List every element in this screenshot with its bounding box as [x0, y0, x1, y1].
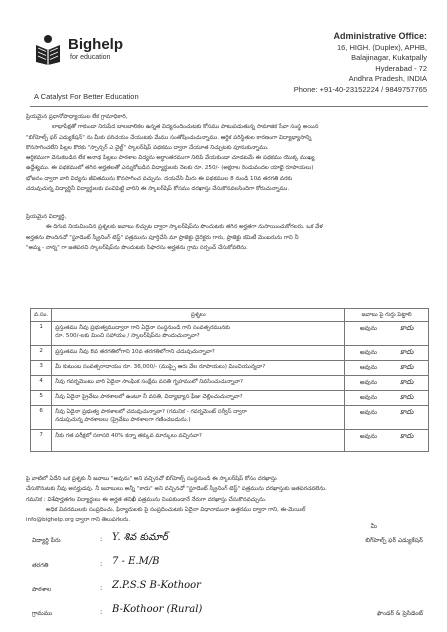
label-village: గ్రామము — [32, 610, 53, 617]
value-school[interactable]: Z.P.S.S B-Kothoor — [112, 580, 201, 591]
brand-subtitle: for education — [70, 54, 111, 61]
row-question — [52, 376, 345, 391]
value-student-name[interactable]: Y. శివ కుమార్ — [112, 532, 168, 543]
question-line: ప్రస్తుతము నీవు 8వ తరగతిలోగాని 10వ తరగతిలోగాని చదువుచున్నావా? — [55, 349, 215, 355]
field-colon: : — [100, 584, 103, 592]
field-colon: : — [100, 608, 103, 616]
signoff-founder: ఫౌండర్ & ప్రెసిడెంట్ — [376, 610, 423, 617]
text-line: గమనిక : విశేషార్హతగల విద్యార్థులు ఈ అర్హత తనిఖీ పత్రమును నింపకుండానే నేరుగా దరఖాస్తు చేసుకొనవచ్చును. — [26, 496, 267, 503]
row-question — [52, 391, 345, 406]
text-line: భోజనం ద్వారా వారి విద్యను జీవితమును కొనసాగించ వచ్చును. దయచేసి మీరు ఈ పథకముల 8 నుండి 10వ తరగతి వరకు — [26, 175, 293, 182]
office-line: Hyderabad - 72 — [375, 63, 427, 73]
answer-yes[interactable]: అవును — [359, 349, 377, 356]
text-line: ఆర్థికముగా వెనుకబడిన లేక అనాథ పిల్లలు పాఠశాల విద్యను అర్ధాంతరముగా నిలిపి వేయకుండా చూడటమే ఈ పథకము యొక్క ముఖ్య — [26, 155, 315, 162]
tagline: A Catalyst For Better Education — [34, 92, 139, 101]
answer-yes[interactable]: అవును — [359, 433, 377, 440]
question-line: ప్రస్తుతము నీవు ప్రభుత్వముద్వారా గాని ఏదైనా సంస్థనుండి గాని సంవత్సరమునకు — [55, 325, 231, 331]
text-line: ఉద్దేశ్యము. ఈ పథకములో తగిన అర్హతలతో ఎన్నుకోబడిన విద్యార్థులకు నెలకు రూ. 250/- (అక్షరాల రెండువందల యాభై రూపాయలు) — [26, 165, 314, 172]
text-line: ఈ దిగువ నియమించిన ప్రశ్నలకు జవాబు లిచ్చుట ద్వారా స్కాలర్‌షిప్‌ను పొందుటకు తగిన అర్హతగా నుసాయించుకోగలరు. ఒక వేళ — [46, 224, 323, 231]
row-number: 6 — [31, 406, 52, 430]
table-row — [31, 406, 429, 430]
text-line: ప్రియమైన ప్రధానోపాధ్యాయుల లేక గ్రామాధికారి, — [26, 114, 128, 120]
row-answer[interactable] — [345, 391, 429, 406]
row-answer[interactable] — [345, 430, 429, 452]
office-address — [257, 31, 427, 95]
row-question — [52, 406, 345, 430]
table-row — [31, 322, 429, 346]
text-line: అర్హతను పొందినచో "స్టూడెంట్ స్క్రీనింగ్ టెస్ట్" పత్రమును పూర్తిచేసి మా ప్రాజెక్టు డైరెక్టరు గారు, ప్రాజెక్టు కమిటీ మెంబరును గాని నీ — [26, 234, 299, 241]
question-line: రూ. 500/-లకు మించి సహాయం / స్కాలర్‌షిప్‌ను పొందుచున్నావా? — [55, 333, 200, 339]
answer-marked[interactable]: కాదు — [400, 408, 414, 416]
table-row — [31, 391, 429, 406]
signoff-yours: మీ — [370, 523, 377, 530]
question-line: నడుపుచున్న పాఠశాలలు (ప్రైవేటు పాఠశాలగా గణించబడును.) — [55, 417, 191, 423]
value-class[interactable]: 7 - E.M/B — [112, 556, 160, 567]
answer-marked[interactable]: కాదు — [400, 378, 414, 386]
field-colon: : — [100, 560, 103, 568]
answer-marked[interactable]: కాదు — [400, 348, 414, 356]
value-village[interactable]: B-Kothoor (Rural) — [112, 604, 203, 615]
row-answer[interactable] — [345, 322, 429, 346]
row-answer[interactable] — [345, 361, 429, 376]
row-number: 1 — [31, 322, 52, 346]
text-line: పై వాటిలో ఏదేని ఒక ప్రశ్నకు నీ జవాబు "అవును" అని వచ్చినచో బిగ్‌హెల్ప్ సంస్థనుండి ఈ స్కాలర్‌షిప్ కోసం దరఖాస్తు — [26, 476, 277, 482]
answer-yes[interactable]: ఆవును — [359, 364, 377, 371]
text-line: లాభాపేక్షతో గాకుండా నిరుపేద బాలబాలికల ఉన్నత విద్యనందించుటకు కోసము పాటుపడుతున్న సామాజిక సేవా సంస్థ అయిన — [52, 124, 319, 131]
text-line: ప్రియమైన విద్యార్థి, — [26, 214, 67, 220]
row-question — [52, 322, 345, 346]
answer-marked[interactable]: కాదు — [400, 432, 414, 440]
text-line: "బిగ్‌హెల్ప్ ఫర్ ఎడ్యుకేషన్" ను మీకు పరిచయం చేయుటకు మేము సంతోషించుచున్నాము. ఆర్థిక పరిస్థితుల కారణంగా విద్యాభ్యాసాన్ని — [26, 134, 312, 141]
bighelp-logo-icon — [34, 33, 62, 65]
closing-paragraph — [26, 474, 426, 525]
header-divider — [30, 106, 428, 107]
table-row — [31, 361, 429, 376]
office-line: Balajinagar, Kukatpally — [351, 53, 427, 62]
table-row — [31, 346, 429, 361]
eligibility-table — [30, 308, 429, 452]
row-number: 2 — [31, 346, 52, 361]
table-row — [31, 376, 429, 391]
signoff-org: బిగ్‌హెల్ప్ ఫర్ ఎడ్యుకేషన్ — [365, 537, 423, 544]
text-line: "అమ్మ - నాన్న" గా జతపరచి స్కాలర్‌షిప్‌ను పొందుటకు సిఫారసు అర్హతను గ్రామ సర్పంచ్ చేసుకోవలెను. — [26, 244, 248, 251]
row-answer[interactable] — [345, 406, 429, 430]
answer-yes[interactable]: అవును — [359, 394, 377, 401]
question-line: నీవు ఏదైనా ప్రభుత్వ పాఠశాలలో చదువుచున్నావా? (గమనిక - గవర్నమెంట్ సర్వీస్ ద్వారా — [55, 409, 247, 415]
intro-paragraph — [26, 112, 426, 194]
label-school: పాఠశాల — [32, 586, 52, 593]
office-title: Administrative Office: — [333, 31, 427, 41]
text-line: కొనసాగించలేని పిల్లల కొరకు "స్పాన్సర్ ఎ చైల్డ్" స్కాలర్‌షిప్ పథకము ద్వారా చేయూత నిచ్చుటకు పూనుకున్నాము. — [26, 144, 269, 151]
answer-yes[interactable]: అవును — [359, 379, 377, 386]
row-number: 7 — [31, 430, 52, 452]
row-question — [52, 430, 345, 452]
question-line: నీకు గత పరీక్షలో సరాసరి 40% కన్నా తక్కువ మార్కులు వచ్చినవా? — [55, 433, 202, 439]
row-number: 5 — [31, 391, 52, 406]
table-header-row — [31, 309, 429, 322]
label-student-name: విద్యార్థి పేరు — [32, 537, 61, 544]
label-class: తరగతి — [32, 562, 49, 569]
question-line: నీవు ఏదైనా ప్రైవేటు పాఠశాలలో ఉంటూ నీ వసతి, విద్యాభ్యాస ఫీజు చెల్లించుచున్నావా? — [55, 394, 243, 400]
row-question — [52, 361, 345, 376]
row-number: 3 — [31, 361, 52, 376]
field-colon: : — [100, 535, 103, 543]
text-line: చేసుకొనుటకు నీవు అనర్హుడవు. నీ జవాబులు అన్నీ "కాదు" అని వచ్చినచో "స్టూడెంట్ స్క్రీనింగ్ టెస్ట్" పత్రమును దరఖాస్తుకు జతపరచవలెను. — [26, 486, 327, 493]
text-line: అధిక వివరములకు సంప్రదించు, ఫిర్యాదులకు పై సంప్రదించుటకు ఏదైనా విధానామునా ఉత్తరము ద్వారా గాని, ఈ-మెయిల్ — [46, 506, 306, 513]
answer-marked[interactable]: కాదు — [400, 324, 414, 332]
answer-marked[interactable]: కాదు — [400, 393, 414, 401]
office-phone: Phone: +91-40-23152224 / 9849757765 — [293, 84, 427, 94]
text-line: info@bighelp.org ద్వారా గాని తెలుపగలరు. — [26, 517, 131, 524]
office-line: Andhra Pradesh, INDIA — [348, 74, 427, 83]
col-header-number: వ.సం. — [31, 309, 52, 322]
table-row — [31, 430, 429, 452]
question-line: మీ కుటుంబ సంవత్సరాదాయం రూ. 36,000/- (ముప్పై ఆరు వేల రూపాయలు) మించియున్నదా? — [55, 364, 266, 370]
brand-name: Bighelp — [68, 36, 123, 53]
row-number: 4 — [31, 376, 52, 391]
col-header-answer: జవాబు పై గుర్తు పెట్టాలి — [345, 309, 429, 322]
row-question — [52, 346, 345, 361]
row-answer[interactable] — [345, 376, 429, 391]
question-line: నీవు గవర్నమెంటు వారి ఏదైనా సాంఘిక సంక్షేమ వసతి గృహములో నివసించుచున్నావా? — [55, 379, 243, 385]
col-header-questions: ప్రశ్నలు — [52, 309, 345, 322]
text-line: చదువుచున్న విద్యార్థినీ విద్యార్థులకు పంచిపెట్టి వారిని ఈ స్కాలర్‌షిప్ కోసము దరఖాస్తు చేసుకొనవలసిందిగా కోరుచున్నాము. — [26, 186, 290, 193]
row-answer[interactable] — [345, 346, 429, 361]
answer-yes[interactable]: అవును — [359, 325, 377, 332]
answer-yes[interactable]: అవును — [359, 409, 377, 416]
office-line: 16, HIGH. (Duplex), APHB, — [336, 42, 427, 52]
answer-marked[interactable]: కాదు — [400, 363, 414, 371]
student-paragraph — [26, 212, 426, 253]
